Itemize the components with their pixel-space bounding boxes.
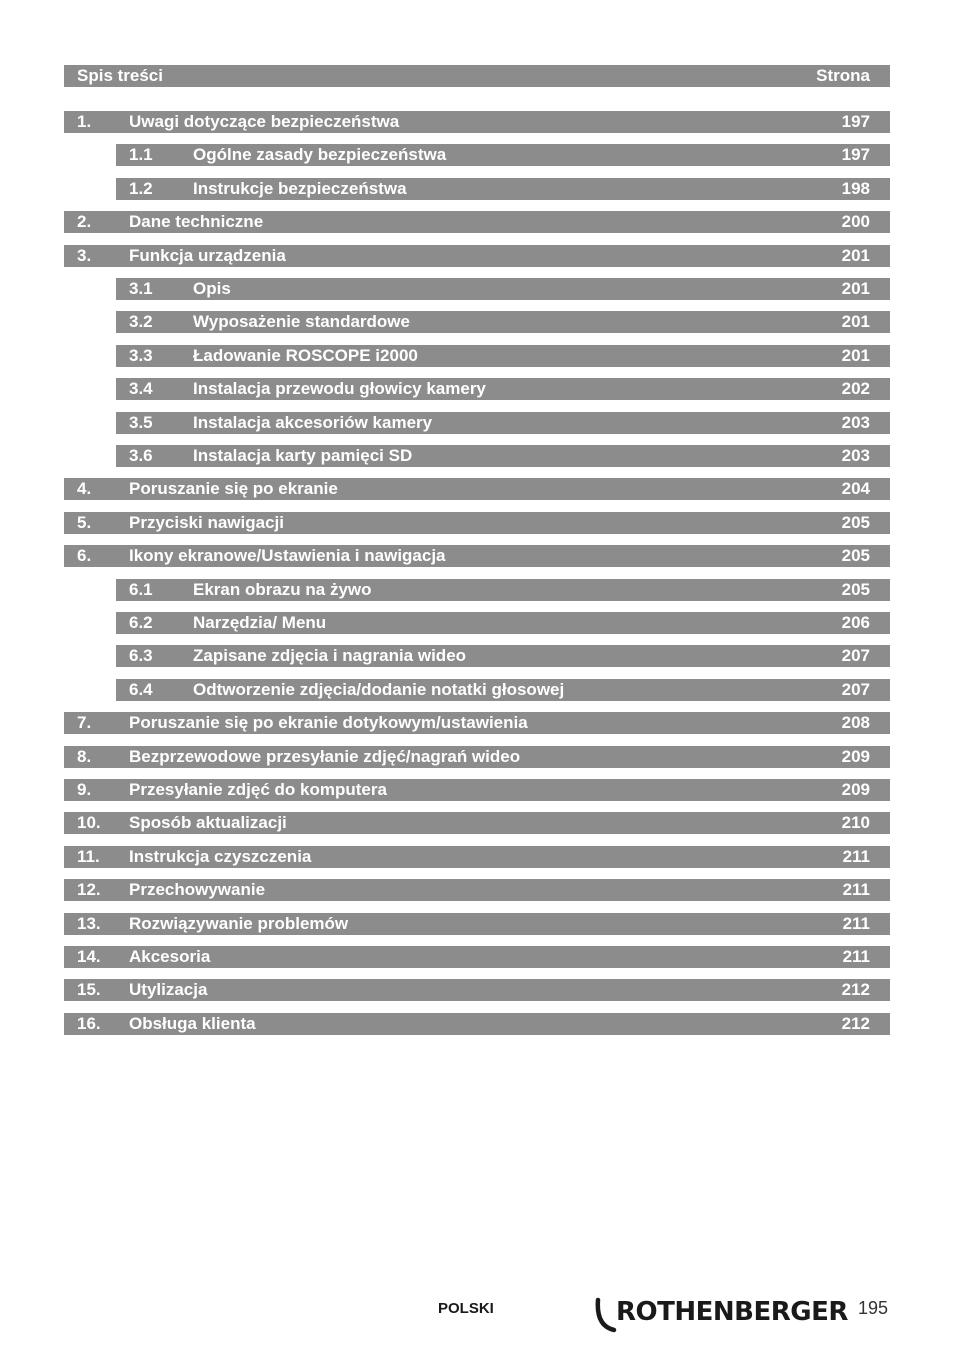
toc-entry[interactable] bbox=[116, 579, 890, 601]
toc-entry-number: 7. bbox=[77, 713, 92, 732]
toc-entry-page: 198 bbox=[841, 179, 870, 198]
toc-entry-title: Wyposażenie standardowe bbox=[193, 312, 410, 331]
toc-entry-page: 208 bbox=[841, 713, 870, 732]
toc-entry-number: 5. bbox=[77, 513, 92, 532]
toc-entry-title: Ikony ekranowe/Ustawienia i nawigacja bbox=[129, 546, 446, 565]
toc-entry-page: 207 bbox=[841, 680, 870, 699]
toc-entry[interactable] bbox=[64, 812, 890, 834]
toc-entry-page: 201 bbox=[841, 312, 870, 331]
toc-entry-number: 8. bbox=[77, 747, 92, 766]
toc-entry-title: Rozwiązywanie problemów bbox=[129, 914, 349, 933]
toc-entry[interactable] bbox=[116, 345, 890, 367]
toc-entry-title: Bezprzewodowe przesyłanie zdjęć/nagrań wideo bbox=[129, 747, 521, 766]
toc-entry-number: 16. bbox=[77, 1014, 101, 1033]
toc-entry-number: 3. bbox=[77, 246, 92, 265]
toc-entry-page: 203 bbox=[841, 446, 870, 465]
toc-entry-page: 211 bbox=[842, 847, 870, 866]
toc-entry-title: Utylizacja bbox=[129, 980, 208, 999]
toc-entry[interactable] bbox=[116, 645, 890, 667]
toc-entry[interactable] bbox=[116, 679, 890, 701]
toc-entry-number: 6.2 bbox=[129, 613, 153, 632]
toc-entry-title: Instrukcje bezpieczeństwa bbox=[193, 179, 407, 198]
toc-header-page-label: Strona bbox=[816, 66, 870, 85]
toc-entry[interactable] bbox=[64, 1013, 890, 1035]
toc-entry[interactable] bbox=[116, 144, 890, 166]
toc-entry-number: 12. bbox=[77, 880, 101, 899]
toc-entry-number: 13. bbox=[77, 914, 101, 933]
toc-entry-number: 6.1 bbox=[129, 580, 153, 599]
toc-entry-title: Akcesoria bbox=[129, 947, 211, 966]
toc-entry-number: 2. bbox=[77, 212, 92, 231]
brand-logo bbox=[594, 1296, 848, 1336]
toc-entry-title: Odtworzenie zdjęcia/dodanie notatki głosowej bbox=[193, 680, 565, 699]
toc-entry-page: 204 bbox=[841, 479, 870, 498]
toc-entry-page: 211 bbox=[842, 880, 870, 899]
toc-entry[interactable] bbox=[64, 779, 890, 801]
toc-entry[interactable] bbox=[64, 879, 890, 901]
toc-entry-page: 205 bbox=[841, 580, 870, 599]
toc-entry[interactable] bbox=[116, 612, 890, 634]
toc-entry[interactable] bbox=[64, 979, 890, 1001]
brand-name: ROTHENBERGER bbox=[616, 1297, 848, 1327]
toc-entry[interactable] bbox=[64, 946, 890, 968]
toc-entry-title: Zapisane zdjęcia i nagrania wideo bbox=[193, 646, 467, 665]
toc-entry-title: Narzędzia/ Menu bbox=[193, 613, 327, 632]
toc-entry-page: 207 bbox=[841, 646, 870, 665]
toc-entry-number: 3.6 bbox=[129, 446, 153, 465]
toc-entry-page: 201 bbox=[841, 279, 870, 298]
toc-entry-title: Przyciski nawigacji bbox=[129, 513, 284, 532]
toc-entry-number: 4. bbox=[77, 479, 92, 498]
toc-entry-title: Ogólne zasady bezpieczeństwa bbox=[193, 145, 447, 164]
toc-entry[interactable] bbox=[64, 111, 890, 133]
footer-language: POLSKI bbox=[438, 1300, 494, 1317]
toc-entry[interactable] bbox=[64, 746, 890, 768]
toc-entry[interactable] bbox=[116, 378, 890, 400]
toc-entry-page: 202 bbox=[841, 379, 870, 398]
toc-entry-title: Przesyłanie zdjęć do komputera bbox=[129, 780, 387, 799]
toc-entry-title: Instalacja karty pamięci SD bbox=[193, 446, 413, 465]
toc-entry[interactable] bbox=[116, 178, 890, 200]
toc-entry-number: 14. bbox=[77, 947, 101, 966]
toc-entry-title: Poruszanie się po ekranie dotykowym/ustawienia bbox=[129, 713, 528, 732]
toc-entry[interactable] bbox=[64, 846, 890, 868]
toc-entry-page: 197 bbox=[841, 145, 870, 164]
toc-entry-page: 211 bbox=[842, 914, 870, 933]
toc-entry-page: 209 bbox=[841, 780, 870, 799]
page-number: 195 bbox=[858, 1298, 889, 1318]
toc-entry-number: 6. bbox=[77, 546, 92, 565]
toc-entry-number: 3.3 bbox=[129, 346, 153, 365]
toc-entry[interactable] bbox=[64, 211, 890, 233]
toc-entry-title: Ładowanie ROSCOPE i2000 bbox=[193, 346, 418, 365]
toc-entry-page: 209 bbox=[841, 747, 870, 766]
toc-entry[interactable] bbox=[116, 311, 890, 333]
toc-entry-page: 212 bbox=[841, 980, 870, 999]
toc-entry[interactable] bbox=[64, 512, 890, 534]
toc-entry-page: 210 bbox=[841, 813, 870, 832]
toc-entry-page: 206 bbox=[841, 613, 870, 632]
toc-entry-page: 201 bbox=[841, 346, 870, 365]
toc-entry-number: 15. bbox=[77, 980, 101, 999]
toc-entry-number: 11. bbox=[77, 847, 100, 866]
toc-entry-page: 205 bbox=[841, 513, 870, 532]
toc-entry-title: Przechowywanie bbox=[129, 880, 266, 899]
toc-entry-title: Instalacja przewodu głowicy kamery bbox=[193, 379, 486, 398]
toc-entry-page: 203 bbox=[841, 413, 870, 432]
toc-entry-title: Sposób aktualizacji bbox=[129, 813, 287, 832]
toc-entry-title: Poruszanie się po ekranie bbox=[129, 479, 338, 498]
toc-entry-number: 10. bbox=[77, 813, 101, 832]
toc-entry-number: 6.3 bbox=[129, 646, 153, 665]
toc-header-title: Spis treści bbox=[77, 66, 163, 85]
toc-entry[interactable] bbox=[64, 245, 890, 267]
toc-entry-page: 212 bbox=[841, 1014, 870, 1033]
toc-entry-number: 9. bbox=[77, 780, 92, 799]
toc-entry-page: 200 bbox=[841, 212, 870, 231]
toc-entry-title: Uwagi dotyczące bezpieczeństwa bbox=[129, 112, 400, 131]
toc-entry-title: Ekran obrazu na żywo bbox=[193, 580, 372, 599]
toc-entry-title: Dane techniczne bbox=[129, 212, 264, 231]
toc-entry-page: 205 bbox=[841, 546, 870, 565]
toc-entry-page: 201 bbox=[841, 246, 870, 265]
toc-entry-title: Instrukcja czyszczenia bbox=[129, 847, 312, 866]
toc-entry-title: Funkcja urządzenia bbox=[129, 246, 286, 265]
toc-entry-title: Obsługa klienta bbox=[129, 1014, 256, 1033]
toc-entry[interactable] bbox=[64, 545, 890, 567]
toc-entry-number: 3.5 bbox=[129, 413, 153, 432]
toc-entry[interactable] bbox=[64, 913, 890, 935]
toc-entry-number: 1.2 bbox=[129, 179, 153, 198]
toc-entry[interactable] bbox=[64, 712, 890, 734]
toc-entry[interactable] bbox=[116, 445, 890, 467]
toc-entry-number: 1. bbox=[77, 112, 92, 131]
toc-entry-page: 197 bbox=[841, 112, 870, 131]
toc-entry[interactable] bbox=[64, 478, 890, 500]
toc-entry-title: Instalacja akcesoriów kamery bbox=[193, 413, 433, 432]
toc-entry[interactable] bbox=[116, 412, 890, 434]
toc-entry-number: 3.2 bbox=[129, 312, 153, 331]
toc-entry-title: Opis bbox=[193, 279, 231, 298]
toc-entry-number: 3.1 bbox=[129, 279, 153, 298]
toc-entry[interactable] bbox=[116, 278, 890, 300]
toc-entry-page: 211 bbox=[842, 947, 870, 966]
toc-entry-number: 6.4 bbox=[129, 680, 153, 699]
toc-entry-number: 3.4 bbox=[129, 379, 153, 398]
toc-entry-number: 1.1 bbox=[129, 145, 153, 164]
